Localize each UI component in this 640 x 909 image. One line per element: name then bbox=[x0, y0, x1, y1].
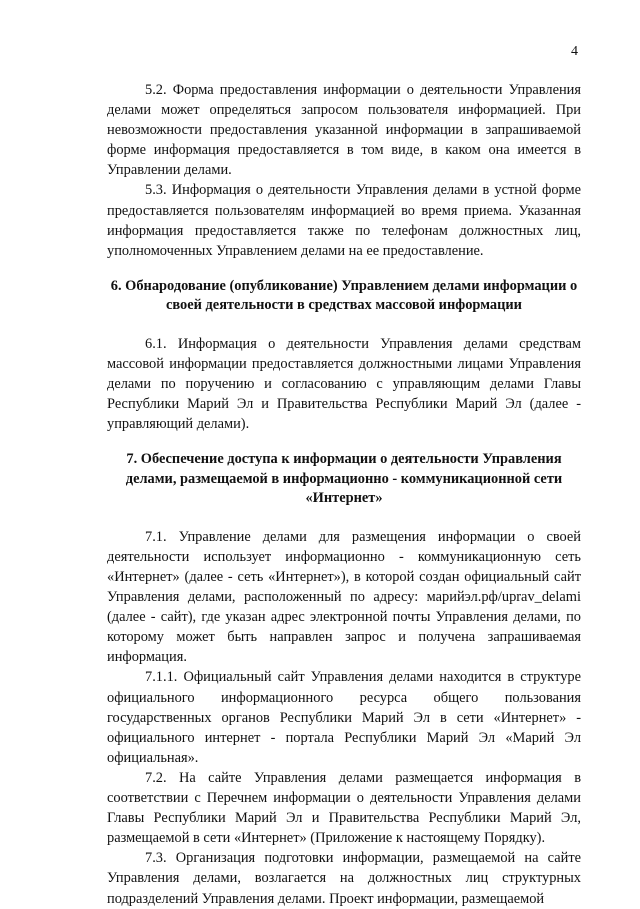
spacer bbox=[107, 261, 581, 277]
paragraph-7-3: 7.3. Организация подготовки информации, размещаемой на сайте Управления делами, возлагается на должностных лиц структурных подразделений Управления делами. Проект информации, размещаемой bbox=[107, 850, 581, 907]
section-6-heading: 6. Обнародование (опубликование) Управлением делами информации о своей деятельности в средствах массовой информации bbox=[110, 277, 578, 314]
section-7-heading: 7. Обеспечение доступа к информации о деятельности Управления делами, размещаемой в информационно - коммуникационной сети «Интернет» bbox=[125, 451, 563, 507]
paragraph-7-2: 7.2. На сайте Управления делами размещается информация в соответствии с Перечнем информации о деятельности Управления делами Главы Республики Марий Эл и Правительства Республики Марий Эл, размещаемой в сети «Интернет» (Приложение к настоящему Порядку). bbox=[107, 769, 581, 847]
spacer bbox=[107, 316, 581, 334]
paragraph-6-1: 6.1. Информация о деятельности Управления делами средствам массовой информации предоставляется должностными лицами Управления делами по поручению и согласованию с управляющим делами Главы Республики Марий Эл и Правительства Республики Марий Эл (далее - управляющий делами). bbox=[107, 335, 581, 433]
spacer bbox=[107, 434, 581, 450]
spacer bbox=[107, 509, 581, 527]
paragraph-5-2: 5.2. Форма предоставления информации о деятельности Управления делами может определяться запросом пользователя информацией. При невозможности предоставления указанной информации в запрашиваемой форме информация предоставляется в том виде, в каком она имеется в Управлении делами. bbox=[107, 82, 581, 179]
page-number: 4 bbox=[571, 44, 578, 59]
paragraph-7-1-1: 7.1.1. Официальный сайт Управления делами находится в структуре официального информационного ресурса общего пользования государственных органов Республики Марий Эл в сети «Интернет» - официального интернет - портала Республики Марий Эл «Марий Эл официальная». bbox=[107, 669, 581, 766]
paragraph-7-1: 7.1. Управление делами для размещения информации о своей деятельности использует информационно - коммуникационную сеть «Интернет» (далее - сеть «Интернет»), в которой создан официальный сайт Управления делами, расположенный по адресу: марийэл.рф/uprav_delami (далее - сайт), где указан адрес электронной почты Управления делами, по которому может быть направлен запрос и получена запрашиваемая информация. bbox=[107, 528, 581, 666]
paragraph-5-3: 5.3. Информация о деятельности Управления делами в устной форме предоставляется пользователям информацией во время приема. Указанная информация предоставляется также по телефонам должностных лиц, уполномоченных Управлением делами на ее предоставление. bbox=[107, 182, 581, 259]
document-body bbox=[107, 80, 581, 909]
